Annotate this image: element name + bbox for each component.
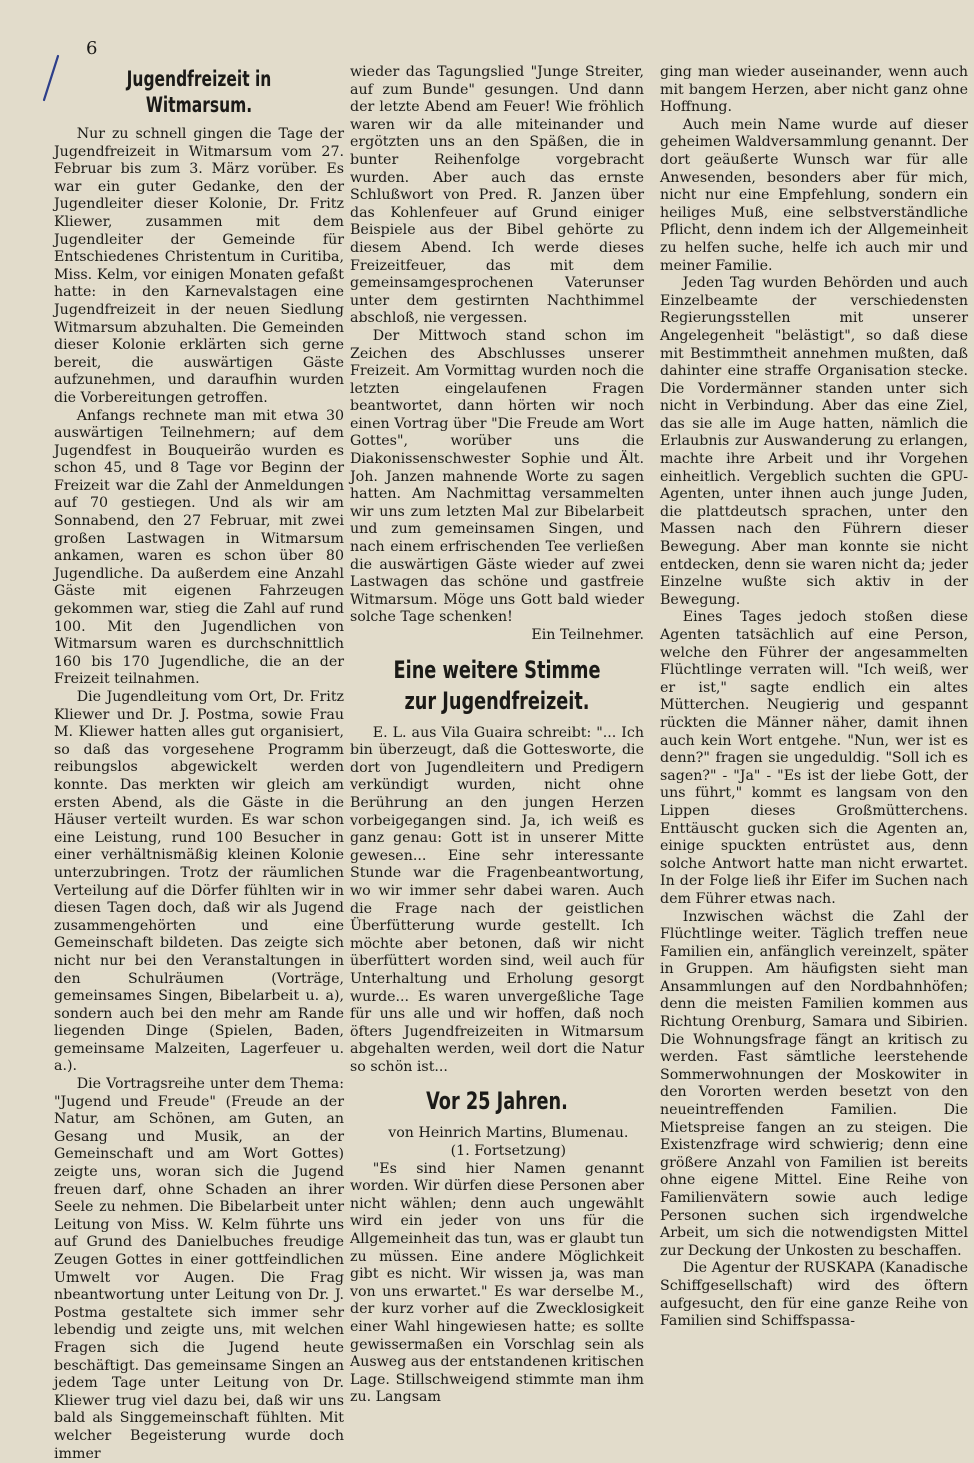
article3-title: Vor 25 Jahren. <box>426 1087 568 1116</box>
article2-body: E. L. aus Vila Guaira schreibt: "... Ich bin überzeugt, daß die Gottesworte, die dort von Jugendleitern und Predigern verkündigt wurden, nicht ohne Berührung an den jungen Herzen vorbeigegangen sind. Ja, ich weiß es ganz genau: Gott ist in unserer Mitte gewesen... Eine sehr interessante Stunde war die Fragenbeantwortung, wo wir immer sehr dabei waren. Auch die Frage nach der geistlichen Überfütterung wurde gestellt. Ich möchte aber betonen, daß wir nicht überfüttert worden sind, weil auch für Unterhaltung und Erholung gesorgt wurde... Es waren unvergeßliche Tage für uns alle und wir hoffen, daß noch öfters Jugendfreizeiten in Witmarsum abgehalten werden, weil dort die Natur so schön ist... <box>350 724 644 1075</box>
column-1 <box>54 64 344 1463</box>
article1-paragraph: Anfangs rechnete man mit etwa 30 auswärtigen Teilnehmern; auf dem Jugendfest in Bouqueirão wurden es schon 45, und 8 Tage vor Beginn der Freizeit war die Zahl der Anmeldungen auf 70 gestiegen. Und als wir am Sonnabend, den 27 Februar, mit zwei großen Lastwagen in Witmarsum ankamen, waren es schon über 80 Jugendliche. Da außerdem eine Anzahl Gäste mit eigenen Fahrzeugen gekommen war, stieg die Zahl auf rund 100. Mit den Jugendlichen von Witmarsum waren es durchschnittlich 160 bis 170 Jugendliche, die an der Freizeit teilnahmen. <box>54 407 344 688</box>
article3-paragraph: Eines Tages jedoch stoßen diese Agenten tatsächlich auf eine Person, welche den Führer der angesammelten Flüchtlinge verraten will. "Ich weiß, wer er ist," sagte endlich ein altes Mütterchen. Neugierig und gespannt rückten die Männer näher, damit ihnen auch kein Wort entgehe. "Nun, wer ist es denn?" fragen sie ungeduldig. "Soll ich es sagen?" - "Ja" - "Es ist der liebe Gott, der uns führt," kommt es langsam von den Lippen dieses Großmütterchens. Enttäuscht gucken sich die Agenten an, einige spuckten entrüstet aus, denn solche Antwort hatte man nicht erwartet. In der Folge ließ ihr Eifer im Suchen nach dem Führer etwas nach. <box>660 609 968 907</box>
column-2 <box>350 64 644 1407</box>
article2-title: Eine weitere Stimme zur Jugendfreizeit. <box>393 655 601 715</box>
article1-paragraph: wieder das Tagungslied "Junge Streiter, auf zum Bunde" gesungen. Und dann der letzte Abend am Feuer! Wie fröhlich waren wir da alle miteinander und ergötzten uns an den Späßen, die in bunter Reihenfolge vorgebracht wurden. Aber auch das ernste Schlußwort von Pred. R. Janzen über das Kohlenfeuer auf Grund einiger Beispiele aus der Bibel gehörte zu diesem Abend. Ich werde dieses Freizeitfeuer, das mit dem gemeinsamgesprochenen Vaterunser unter dem gestirnten Nachthimmel abschloß, nie vergessen. <box>350 64 644 327</box>
article1-title: Jugendfreizeit in Witmarsum. <box>126 67 272 117</box>
article1-paragraph: Die Jugendleitung vom Ort, Dr. Fritz Kliewer und Dr. J. Postma, sowie Frau M. Kliewer hatten alles gut organisiert, so daß das vorgesehene Programm reibungslos abgewickelt werden konnte. Das merkten wir gleich am ersten Abend, als die Gäste in die Häuser verteilt wurden. Es war schon eine Leistung, rund 100 Besucher in einer verhältnismäßig kleinen Kolonie unterzubringen. Trotz der räumlichen Verteilung auf die Dörfer fühlten wir in diesen Tagen doch, daß wir als Jugend zusammengehörten und eine Gemeinschaft bildeten. Das zeigte sich nicht nur bei den Veranstaltungen in den Schulräumen (Vorträge, gemeinsames Singen, Bibelarbeit u. a), sondern auch bei den mehr am Rande liegenden Dinge (Spielen, Baden, gemeinsame Malzeiten, Lagerfeuer u. a.). <box>54 689 344 1075</box>
article3-paragraph: Jeden Tag wurden Behörden und auch Einzelbeamte der verschiedensten Regierungsstellen mit unserer Angelegenheit "belästigt", so daß diese mit Bestimmtheit annehmen mußten, daß dahinter eine straffe Organisation stecke. Die Vordermänner standen unter sich nicht in Verbindung. Aber das eine Ziel, das sie alle im Auge hatten, nämlich die Erlaubnis zur Auswanderung zu erlangen, machte ihre Arbeit und ihr Vorgehen einheitlich. Vergeblich suchten die GPU-Agenten, unter ihnen auch junge Juden, die plattdeutsch sprachen, unter den Massen nach den Führern dieser Bewegung. Aber man konnte sie nicht entdecken, denn sie waren nicht da; jeder Einzelne wußte sich aktiv in der Bewegung. <box>660 275 968 608</box>
article1-paragraph: Die Vortragsreihe unter dem Thema: "Jugend und Freude" (Freude an der Natur, am Schönen, am Guten, an Gesang und Musik, an der Gemeinschaft und am Wort Gottes) zeigte uns, woran sich die Jugend freuen darf, ohne Schaden an ihrer Seele zu nehmen. Die Bibelarbeit unter Leitung von Miss. W. Kelm führte uns auf Grund des Danielbuches freudige Zeugen Gottes in einer gottfeindlichen Umwelt vor Augen. Die Frag nbeantwortung unter Leitung von Dr. J. Postma gestaltete sich immer sehr lebendig und zeigte uns, mit welchen Fragen sich die Jugend heute beschäftigt. Das gemeinsame Singen an jedem Tage unter Leitung von Dr. Kliewer trug viel dazu bei, daß wir uns bald als Singgemeinschaft fühlten. Mit welcher Begeisterung wurde doch immer <box>54 1076 344 1462</box>
article3-paragraph: Die Agentur der RUSKAPA (Kanadische Schiffgesellschaft) wird des öftern aufgesucht, den für eine ganze Reihe von Familien sind Schiffspassa- <box>660 1260 968 1330</box>
article3-paragraph: Inzwischen wächst die Zahl der Flüchtlinge weiter. Täglich treffen neue Familien ein, anfänglich vereinzelt, später in Gruppen. Am häufigsten sieht man Ansammlungen auf den Nordbahnhöfen; denn die meisten Familien kommen aus Richtung Orenburg, Samara und Sibirien. Die Wohnungsfrage fängt an kritisch zu werden. Fast sämtliche leerstehende Sommerwohnungen der Moskowiter in den Vororten werden besetzt von den neueintreffenden Familien. Die Mietspreise fangen an zu steigen. Die Existenzfrage wird schwierig; denn eine größere Anzahl von Familien ist bereits ohne eigene Mittel. Eine Reihe von Familienvätern sowie auch ledige Personen suchen sich irgendwelche Arbeit, um sich die notwendigsten Mittel zur Deckung der Unkosten zu beschaffen. <box>660 908 968 1259</box>
article3-paragraph: Auch mein Name wurde auf dieser geheimen Waldversammlung genannt. Der dort geäußerte Wunsch war für alle Anwesenden, besonders aber für mich, nicht nur eine Empfehlung, sondern ein heiliges Muß, eine selbstverständliche Pflicht, denn indem ich der Allgemeinheit zu helfen suche, helfe ich auch mir und meiner Familie. <box>660 116 968 274</box>
article3-installment: (1. Fortsetzung) <box>450 1143 567 1160</box>
article1-signature: Ein Teilnehmer. <box>531 627 644 643</box>
column-3 <box>660 64 968 1331</box>
article1-paragraph: Der Mittwoch stand schon im Zeichen des Abschlusses unserer Freizeit. Am Vormittag wurden noch die letzten eingelaufenen Fragen beantwortet, dann hörten wir noch einen Vortrag über "Die Freude am Wort Gottes", worüber uns die Diakonissenschwester Sophie und Ält. Joh. Janzen mahnende Worte zu sagen hatten. Am Nachmittag versammelten wir uns zum letzten Mal zur Bibelarbeit und zum gemeinsamen Singen, und nach einem erfrischenden Tee verließen die auswärtigen Gäste wieder auf zwei Lastwagen das schöne und gastfreie Witmarsum. Möge uns Gott bald wieder solche Tage schenken! <box>350 327 644 626</box>
article1-paragraph: Nur zu schnell gingen die Tage der Jugendfreizeit in Witmarsum vom 27. Februar bis zum 3. März vorüber. Es war ein guter Gedanke, den der Jugendleiter dieser Kolonie, Dr. Fritz Kliewer, zusammen mit dem Jugendleiter der Gemeinde für Entschiedenes Christentum in Curitiba, Miss. Kelm, vor einigen Monaten gefaßt hatte: in den Karnevalstagen eine Jugendfreizeit in der neuen Siedlung Witmarsum abzuhalten. Die Gemeinden dieser Kolonie erklärten sich gerne bereit, die auswärtigen Gäste aufzunehmen, und daraufhin wurden die Vorbereitungen getroffen. <box>54 126 344 406</box>
page-number: 6 <box>86 38 98 59</box>
article3-byline: von Heinrich Martins, Blumenau. <box>388 1125 629 1142</box>
article3-paragraph: "Es sind hier Namen genannt worden. Wir dürfen diese Personen aber nicht wählen; denn auch ungewählt wird ein jeder von uns für die Allgemeinheit das tun, was er glaubt tun zu müssen. Eine andere Möglichkeit gibt es nicht. Wir wissen ja, was man von uns erwartet." Es war derselbe M., der kurz vorher auf die Zwecklosigkeit einer Wahl hingewiesen hatte; es sollte gewissermaßen ein Vorschlag sein als Ausweg aus der entstandenen kritischen Lage. Stillschweigend stimmte man ihm zu. Langsam <box>350 1160 644 1406</box>
article3-paragraph: ging man wieder auseinander, wenn auch mit bangem Herzen, aber nicht ganz ohne Hoffnung. <box>660 64 968 116</box>
